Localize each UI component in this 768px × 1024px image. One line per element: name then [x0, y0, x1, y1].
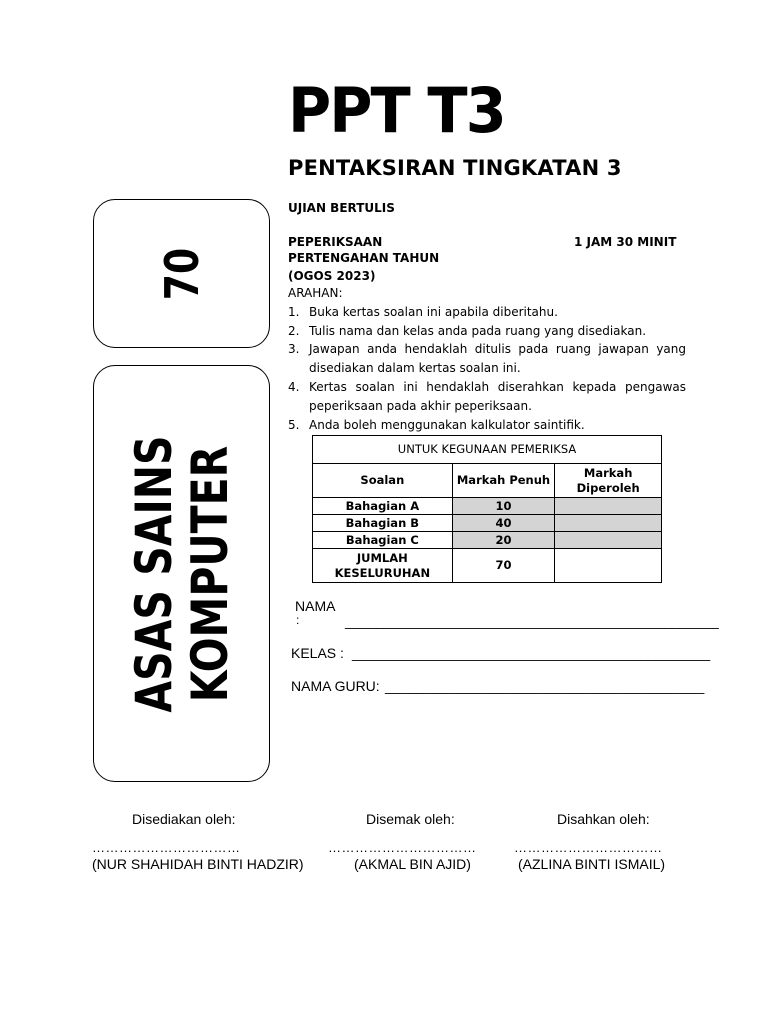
- table-header: Soalan: [313, 464, 453, 498]
- prepared-by-dots: ……………………………: [92, 840, 241, 855]
- subject-name: [126, 435, 238, 712]
- total-label-cell: JUMLAH KESELURUHAN: [313, 549, 453, 583]
- instructions-heading: ARAHAN:: [288, 286, 343, 300]
- checked-by-label: Disemak oleh:: [366, 811, 455, 827]
- instruction-item: 1. Buka kertas soalan ini apabila diberitahu.: [288, 304, 558, 319]
- kelas-label: KELAS :: [291, 645, 344, 661]
- section-cell: Bahagian A: [313, 498, 453, 515]
- subject-line-1: ASAS SAINS: [124, 434, 183, 713]
- subject-box: [93, 365, 270, 782]
- obtained-marks-cell[interactable]: [555, 515, 662, 532]
- exam-name-line2: PERTENGAHAN TAHUN: [288, 251, 440, 265]
- guru-label: NAMA GURU:: [291, 678, 380, 694]
- section-cell: Bahagian B: [313, 515, 453, 532]
- total-marks-value: 70: [154, 247, 209, 300]
- examiner-table: [312, 435, 662, 583]
- full-marks-cell: 10: [452, 498, 555, 515]
- table-header: Markah Diperoleh: [555, 464, 662, 498]
- exam-date: (OGOS 2023): [288, 269, 376, 283]
- instruction-item: 4. Kertas soalan ini hendaklah diserahkan kepada pengawas peperiksaan pada akhir peperiksaan.: [288, 379, 686, 413]
- exam-duration: 1 JAM 30 MINIT: [574, 235, 677, 249]
- full-marks-cell: 40: [452, 515, 555, 532]
- table-row: [313, 498, 662, 515]
- guru-field[interactable]: _________________________________________: [385, 678, 705, 694]
- nama-label: NAMA: [295, 598, 336, 614]
- page-title: PPT T3: [288, 74, 505, 147]
- table-row: [313, 515, 662, 532]
- approved-by-name: (AZLINA BINTI ISMAIL): [518, 856, 666, 872]
- section-cell: Bahagian C: [313, 532, 453, 549]
- instruction-item: 5. Anda boleh menggunakan kalkulator saintifik.: [288, 417, 585, 432]
- table-row: [313, 532, 662, 549]
- kelas-field[interactable]: ______________________________________________: [352, 645, 711, 661]
- subject-line-2: KOMPUTER: [180, 445, 239, 702]
- obtained-marks-cell[interactable]: [555, 532, 662, 549]
- instruction-item: 2. Tulis nama dan kelas anda pada ruang yang disediakan.: [288, 323, 647, 338]
- checked-by-dots: ……………………………: [328, 840, 477, 855]
- obtained-marks-cell[interactable]: [555, 498, 662, 515]
- prepared-by-name: (NUR SHAHIDAH BINTI HADZIR): [92, 856, 304, 872]
- exam-name-line1: PEPERIKSAAN: [288, 235, 383, 249]
- table-total-row: [313, 549, 662, 583]
- instructions: [288, 284, 686, 434]
- full-marks-cell: 20: [452, 532, 555, 549]
- prepared-by-label: Disediakan oleh:: [132, 811, 236, 827]
- instruction-item: 3. Jawapan anda hendaklah ditulis pada ruang jawapan yang disediakan dalam kertas soalan ini.: [288, 342, 686, 376]
- total-marks-box: [93, 199, 270, 348]
- total-obtained-cell[interactable]: [555, 549, 662, 583]
- approved-by-dots: ……………………………: [514, 840, 663, 855]
- approved-by-label: Disahkan oleh:: [557, 811, 650, 827]
- total-full-cell: 70: [452, 549, 555, 583]
- table-header: Markah Penuh: [452, 464, 555, 498]
- checked-by-name: (AKMAL BIN AJID): [354, 856, 471, 872]
- nama-field[interactable]: ________________________________________________: [345, 613, 719, 629]
- page-subtitle: PENTAKSIRAN TINGKATAN 3: [288, 156, 622, 180]
- nama-colon: :: [296, 613, 300, 627]
- table-caption: UNTUK KEGUNAAN PEMERIKSA: [313, 436, 662, 464]
- paper-type: UJIAN BERTULIS: [288, 201, 395, 215]
